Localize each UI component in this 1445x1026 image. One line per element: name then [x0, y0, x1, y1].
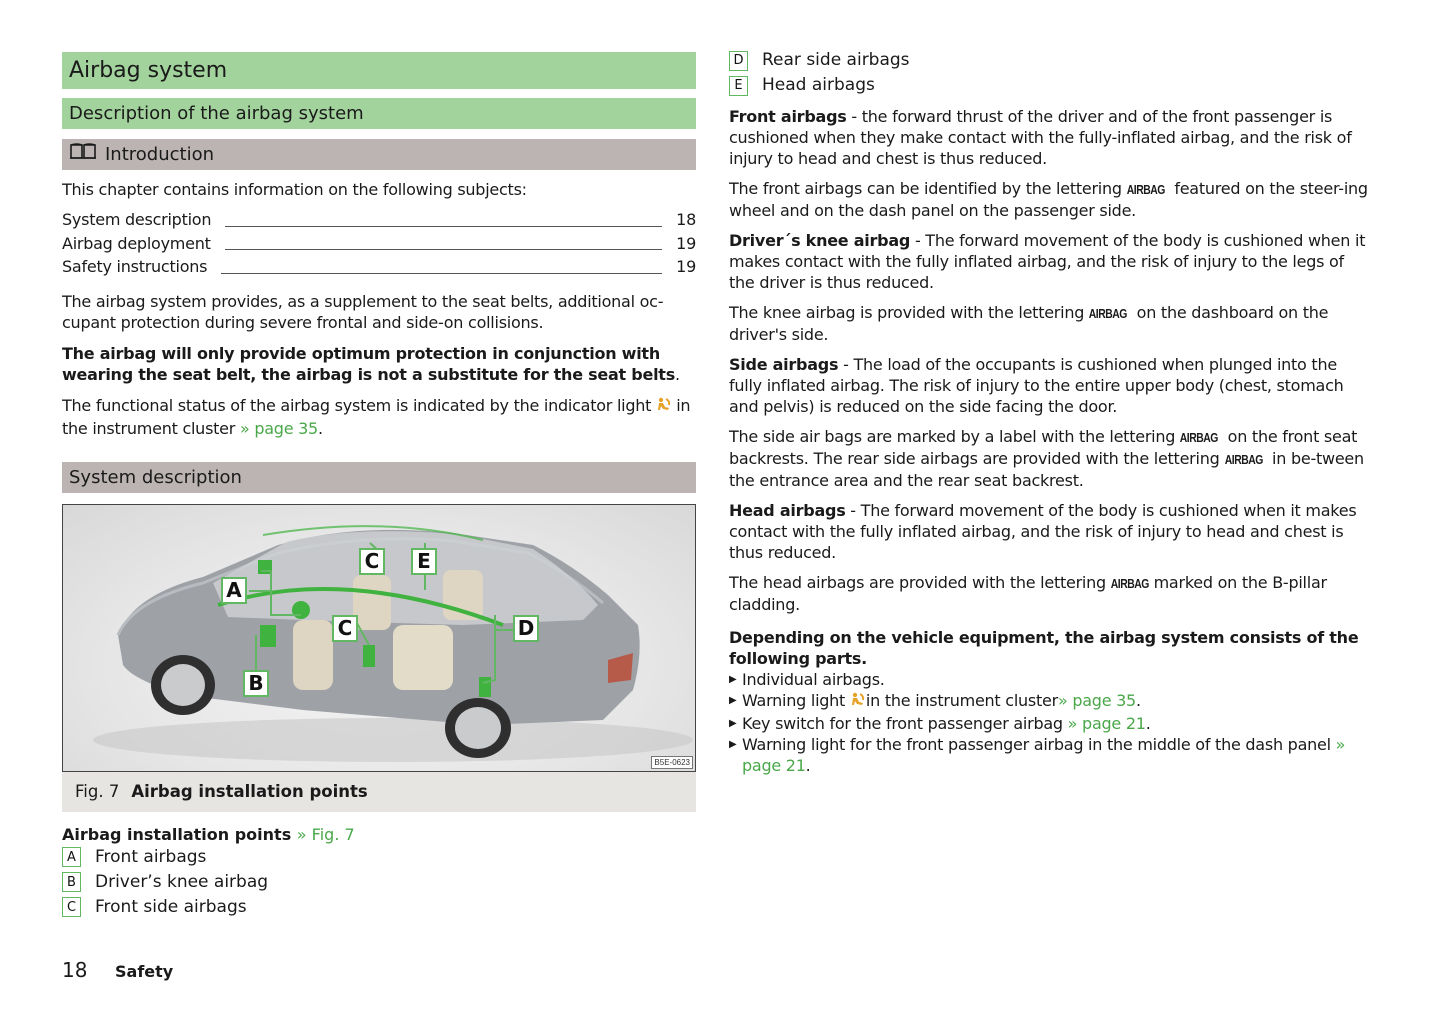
toc-leader [221, 273, 662, 274]
toc-label: System description [62, 210, 212, 229]
legend-key: A [62, 847, 81, 867]
callout-c-front: C [332, 615, 358, 642]
knee-airbag-identification: The knee airbag is provided with the lettering AIRBAG on the dashboard on the driver's side. [729, 303, 1329, 344]
callout-a: A [221, 577, 247, 604]
airbag-installation-figure [62, 504, 696, 772]
legend-item [62, 895, 696, 920]
figure-caption [62, 772, 696, 812]
bullet-triangle-icon: ▶ [729, 718, 737, 729]
toc-entry[interactable] [62, 208, 696, 232]
legend-label: Front side airbags [95, 896, 247, 917]
page-footer [62, 958, 173, 982]
toc-page: 19 [676, 257, 696, 276]
legend-item [729, 48, 1369, 73]
figure-number: Fig. 7 [75, 782, 120, 801]
parts-heading: Depending on the vehicle equipment, the airbag system consists of the following parts. [729, 628, 1359, 668]
bullet-triangle-icon: ▶ [729, 695, 737, 706]
intro-heading-label: Introduction [105, 144, 215, 165]
toc-entry[interactable] [62, 232, 696, 256]
list-item: ▶ Warning light for the front passenger airbag in the middle of the dash panel » page 21. [729, 735, 1346, 775]
legend-key: E [729, 76, 748, 96]
toc-page: 18 [676, 210, 696, 229]
legend-key: B [62, 872, 81, 892]
term-knee-airbag: Driver´s knee airbag [729, 231, 911, 250]
page-21-link[interactable]: » page 21 [742, 735, 1346, 775]
section-title: Description of the airbag system [62, 98, 696, 129]
legend-item [62, 870, 696, 895]
toc-label: Airbag deployment [62, 233, 211, 253]
page-35-link[interactable]: » page 35 [239, 418, 318, 438]
legend-heading: Airbag installation points » Fig. 7 [62, 824, 355, 844]
toc-leader [225, 226, 662, 227]
para-supplement: The airbag system provides, as a supplement to the seat belts, additional oc-cupant protection during severe frontal and side-on collisions. [62, 291, 664, 332]
toc-entry[interactable] [62, 255, 696, 279]
page-21-link[interactable]: » page 21 [1067, 714, 1146, 733]
list-item: ▶ Individual airbags. [729, 670, 885, 689]
legend-item [729, 73, 1369, 98]
toc-leader [225, 249, 662, 250]
table-of-contents [62, 208, 696, 279]
para-indicator: The functional status of the airbag system is indicated by the indicator light in the instrument cluster » page 35. [62, 395, 691, 438]
legend-label: Driver’s knee airbag [95, 871, 269, 892]
airbag-lettering: AIRBAG [1110, 576, 1149, 591]
toc-label: Safety instructions [62, 257, 208, 276]
parts-list [729, 669, 1369, 776]
list-item: ▶ Warning light in the instrument cluster» page 35. [729, 690, 1369, 713]
legend-item [62, 845, 696, 870]
legend-label: Rear side airbags [762, 50, 910, 70]
term-head-airbags: Head airbags [729, 501, 846, 520]
airbag-lettering: AIRBAG [1179, 430, 1219, 445]
term-front-airbags: Front airbags [729, 107, 847, 126]
left-column [62, 52, 696, 920]
head-airbags-identification: The head airbags are provided with the lettering AIRBAG marked on the B-pillar cladding. [729, 573, 1327, 614]
intro-heading [62, 139, 696, 170]
fig-7-link[interactable]: » Fig. 7 [296, 824, 355, 844]
side-airbags-description: Side airbags - The load of the occupants is cushioned when plunged into the fully inflated airbag. The risk of injury to the entire upper body (chest, stomach and pelvis) is reduced on the side facing the door. [729, 355, 1344, 416]
legend-label: Head airbags [762, 75, 875, 95]
callout-c-rear: C [359, 548, 385, 575]
side-airbags-identification: The side air bags are marked by a label with the lettering AIRBAG on the front seat backrests. The rear side airbags are provided with the lettering AIRBAG in be-tween the entrance area and the rear seat backrest. [729, 427, 1364, 490]
airbag-lettering: AIRBAG [1088, 306, 1128, 321]
legend-key: C [62, 897, 81, 917]
seatbelt-warning-bold: The airbag will only provide optimum protection in conjunction with wearing the seat belt, the airbag is not a substitute for the seat belts [62, 343, 675, 384]
airbag-warning-icon [656, 399, 676, 415]
book-icon [69, 139, 97, 170]
front-airbags-identification: The front airbags can be identified by the lettering AIRBAG featured on the steer-ing wheel and on the dash panel on the passenger side. [729, 179, 1368, 220]
para-seatbelt-warning: The airbag will only provide optimum protection in conjunction with wearing the seat belt, the airbag is not a substitute for the seat belts. [62, 343, 680, 384]
term-side-airbags: Side airbags [729, 355, 839, 374]
system-description-heading: System description [62, 462, 696, 493]
intro-text: This chapter contains information on the following subjects: [62, 180, 527, 199]
callout-b: B [243, 670, 269, 697]
page-number: 18 [62, 958, 88, 982]
footer-section: Safety [115, 962, 174, 981]
figure-title: Airbag installation points [131, 782, 368, 801]
bullet-triangle-icon: ▶ [729, 739, 737, 750]
right-column [729, 48, 1369, 776]
front-airbags-description: Front airbags - the forward thrust of the driver and of the front passenger is cushioned when they make contact with the fully-inflated airbag, and the risk of injury to head and chest is thus reduced. [729, 107, 1352, 168]
head-airbags-description: Head airbags - The forward movement of the body is cushioned when it makes contact with the fully inflated airbag, and the risk of injury to head and chest is thus reduced. [729, 501, 1357, 562]
airbag-lettering: AIRBAG [1224, 452, 1263, 467]
airbag-warning-icon [850, 694, 866, 710]
chapter-title: Airbag system [62, 52, 696, 89]
figure-id-code: B5E-0623 [651, 756, 693, 769]
legend-key: D [729, 51, 748, 71]
list-item: ▶ Key switch for the front passenger airbag » page 21. [729, 714, 1151, 733]
page-35-link[interactable]: » page 35 [1057, 691, 1136, 710]
callout-d: D [513, 615, 539, 642]
legend-label: Front airbags [95, 846, 207, 867]
airbag-lettering: AIRBAG [1126, 182, 1165, 197]
car-illustration [63, 505, 696, 772]
callout-e: E [411, 548, 437, 575]
bullet-triangle-icon: ▶ [729, 674, 737, 685]
toc-page: 19 [676, 233, 696, 253]
knee-airbag-description: Driver´s knee airbag - The forward movement of the body is cushioned when it makes contact with the fully inflated airbag, and the risk of injury to the legs of the driver is thus reduced. [729, 231, 1366, 292]
